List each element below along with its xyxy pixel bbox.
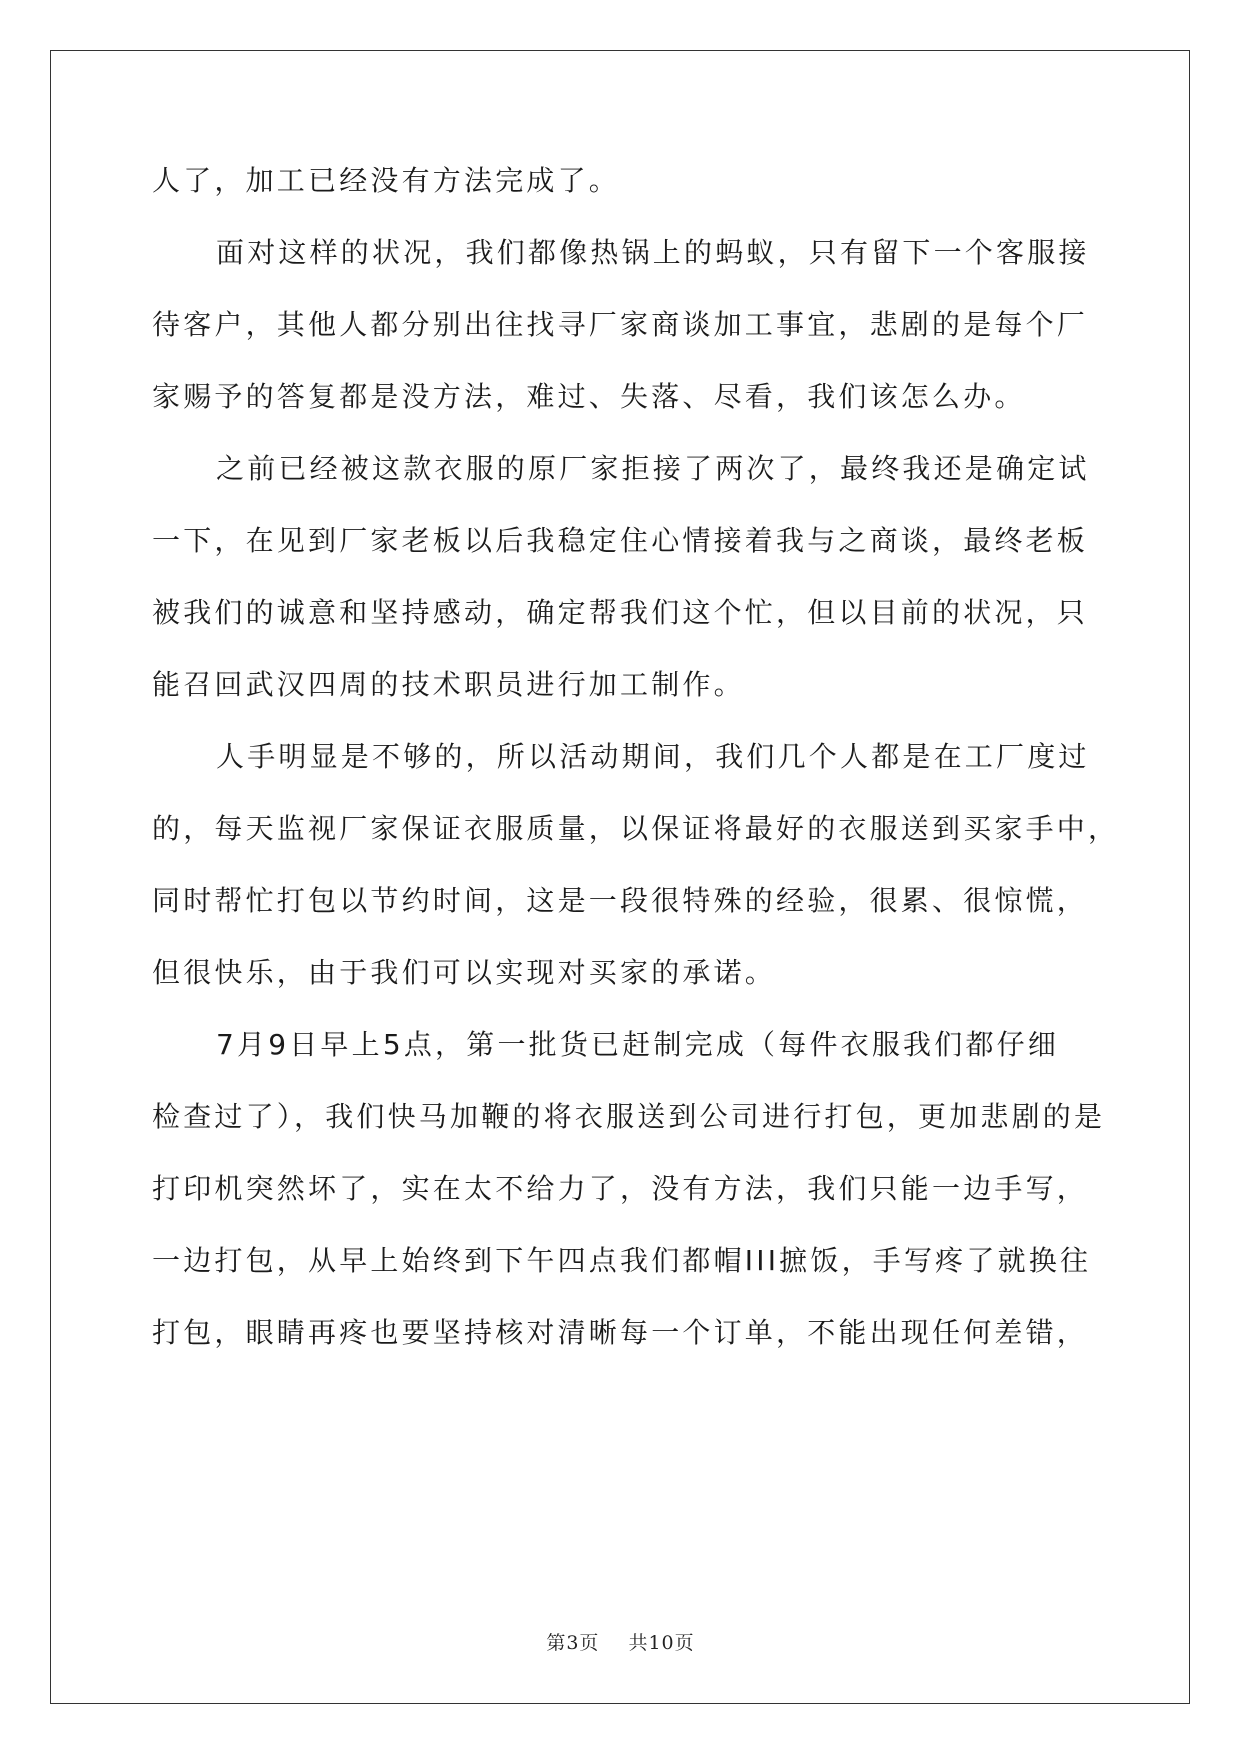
text-line-7: 被我们的诚意和坚持感动，确定帮我们这个忙，但以目前的状况，只 (152, 596, 1089, 629)
body-text (152, 145, 1120, 1369)
text-line-15: 打印机突然坏了，实在太不给力了，没有方法，我们只能一边手写， (152, 1172, 1089, 1205)
text-line-16: 一边打包，从早上始终到下午四点我们都帽III摭饭，手写疼了就换往 (152, 1244, 1092, 1277)
text-line-17: 打包，眼睛再疼也要坚持核对清晰每一个订单，不能出现任何差错， (152, 1316, 1089, 1349)
text-line-3: 待客户，其他人都分别出往找寻厂家商谈加工事宜，悲剧的是每个厂 (152, 308, 1089, 341)
text-line-10: 的，每天监视厂家保证衣服质量，以保证将最好的衣服送到买家手中， (152, 812, 1120, 845)
page-total: 共10页 (628, 1632, 695, 1654)
text-line-1: 人了，加工已经没有方法完成了。 (152, 164, 621, 197)
text-line-9: 人手明显是不够的，所以活动期间，我们几个人都是在工厂度过 (216, 740, 1090, 773)
page-footer (0, 1628, 1241, 1655)
text-line-13: 7月9日早上5点，第一批货已赶制完成（每件衣服我们都仔细 (216, 1028, 1060, 1061)
text-line-8: 能召回武汉四周的技术职员进行加工制作。 (152, 668, 745, 701)
page-number: 第3页 (546, 1632, 600, 1654)
text-line-11: 同时帮忙打包以节约时间，这是一段很特殊的经验，很累、很惊慌， (152, 884, 1089, 917)
text-line-5: 之前已经被这款衣服的原厂家拒接了两次了，最终我还是确定试 (216, 452, 1090, 485)
text-line-2: 面对这样的状况，我们都像热锅上的蚂蚁，只有留下一个客服接 (216, 236, 1090, 269)
text-line-12: 但很快乐，由于我们可以实现对买家的承诺。 (152, 956, 777, 989)
text-line-4: 家赐予的答复都是没方法，难过、失落、尽看，我们该怎么办。 (152, 380, 1026, 413)
text-line-6: 一下，在见到厂家老板以后我稳定住心情接着我与之商谈，最终老板 (152, 524, 1089, 557)
text-line-14: 检查过了），我们快马加鞭的将衣服送到公司进行打包，更加悲剧的是 (152, 1100, 1106, 1133)
